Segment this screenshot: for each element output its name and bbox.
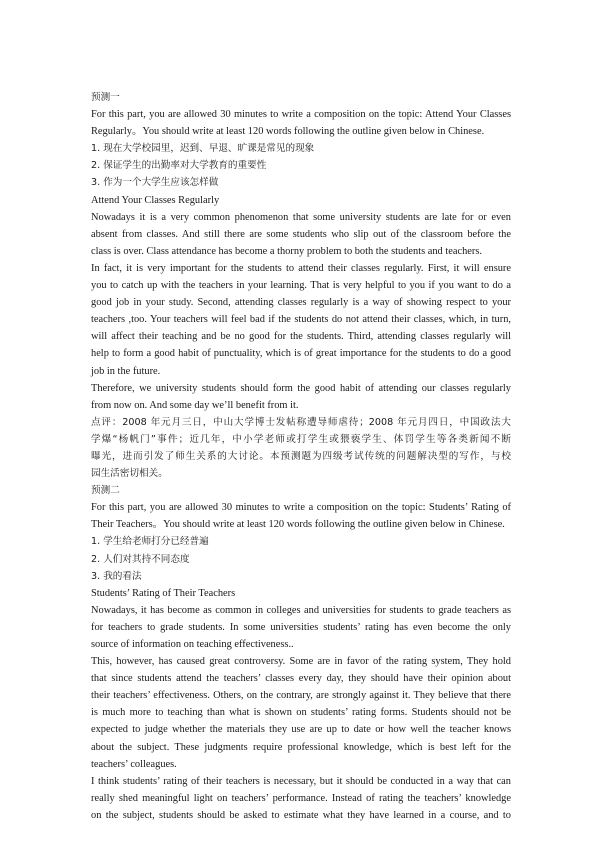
essay-line: I think students’ rating of their teachers is necessary, but it should be conducted in a way that can [91, 775, 511, 787]
document-page [91, 89, 511, 824]
essay-line: teachers ,too. Your teachers will feel bad if the students do not attend their classes, which, in turn, [91, 314, 511, 326]
essay-line: their teachers’ effectiveness. Others, on the contrary, are strongly against it. They believe that there [91, 690, 511, 702]
essay-line: Nowadays, it has become as common in colleges and universities for students to grade teachers as [91, 604, 511, 616]
essay-line: source of information on teaching effectiveness.. [91, 639, 294, 650]
outline-item: 1. 学生给老师打分已经普遍 [91, 536, 209, 548]
essay-line: from now on. And some day we’ll benefit from it. [91, 399, 299, 411]
section-heading: 预测一 [91, 92, 120, 103]
essay-line: will affect their teaching and be no good for the students. Third, attending classes regularly will [91, 331, 511, 343]
prompt-line: Their Teachers。You should write at least 120 words following the outline given below in Chinese. [91, 519, 505, 531]
comment-line: 曝光，进而引发了师生关系的大讨论。本预测题为四级考试传统的问题解决型的写作，与校 [91, 450, 511, 462]
outline-item: 3. 我的看法 [91, 570, 142, 582]
essay-line: you to catch up with the teachers in your learning. That is very helpful to you if you want to do a [91, 280, 511, 292]
prompt-line: For this part, you are allowed 30 minutes to write a composition on the topic: Attend Your Classes [91, 109, 511, 121]
outline-item: 1. 现在大学校园里，迟到、早退、旷课是常见的现象 [91, 143, 315, 155]
essay-line: really shed meaningful light on teachers’ performance. Instead of rating the teachers’ knowledge [91, 792, 511, 804]
prompt-line: Regularly。You should write at least 120 words following the outline given below in Chinese. [91, 126, 485, 138]
outline-item: 2. 保证学生的出勤率对大学教育的重要性 [91, 160, 267, 172]
essay-line: In fact, it is very important for the students to attend their classes regularly. First, it will ensure [91, 262, 511, 274]
outline-item: 3. 作为一个大学生应该怎样做 [91, 177, 219, 189]
essay-line: on the subject, students should be asked to estimate what they have learned in a course, and to [91, 809, 511, 821]
comment-line: 点评：2008 年元月三日，中山大学博士发帖称遭导师虐待；2008 年元月四日，中国政法大 [91, 416, 511, 428]
essay-line: is much more to teaching than what is shown on students’ rating forms. Students should not be [91, 707, 511, 719]
essay-line: absent from classes. And still there are some students who slip out of the classroom before the [91, 228, 511, 240]
prompt-line: For this part, you are allowed 30 minutes to write a composition on the topic: Students’ Rating of [91, 502, 511, 514]
essay-line: This, however, has caused great controversy. Some are in favor of the rating system, They hold [91, 656, 511, 668]
outline-item: 2. 人们对其持不同态度 [91, 553, 190, 565]
essay-line: class is over. Class attendance has become a thorny problem to both the students and teachers. [91, 245, 482, 257]
comment-line: 学爆“杨帆门”事件；近几年，中小学老师或打学生或猥亵学生、体罚学生等各类新闻不断 [91, 433, 511, 445]
essay-line: job in the future. [91, 365, 161, 377]
section-heading: 预测二 [91, 485, 120, 497]
essay-line: teachers’ colleagues. [91, 758, 177, 770]
essay-line: Therefore, we university students should form the good habit of attending our classes regularly [91, 382, 511, 394]
essay-line: that since students attend the teachers’ classes every day, they should have their opinion about [91, 673, 511, 685]
essay-line: about the subject. These judgments require professional knowledge, which is best left for the [91, 741, 511, 753]
essay-line: Nowadays it is a very common phenomenon that some university students are late for or even [91, 211, 511, 223]
essay-line: for teachers to grade students. In some universities students’ rating has even become the only [91, 621, 511, 633]
essay-line: expected to judge whether the materials they use are up to date or how well the teacher knows [91, 724, 511, 736]
comment-line: 园生活密切相关。 [91, 468, 168, 480]
essay-title: Students’ Rating of Their Teachers [91, 587, 236, 599]
essay-title: Attend Your Classes Regularly [91, 194, 220, 206]
essay-line: good job in your study. Second, attending classes regularly is a way of showing respect to your [91, 297, 511, 309]
essay-line: help to form a good habit of punctuality, which is of great importance for the students to do a good [91, 348, 511, 360]
